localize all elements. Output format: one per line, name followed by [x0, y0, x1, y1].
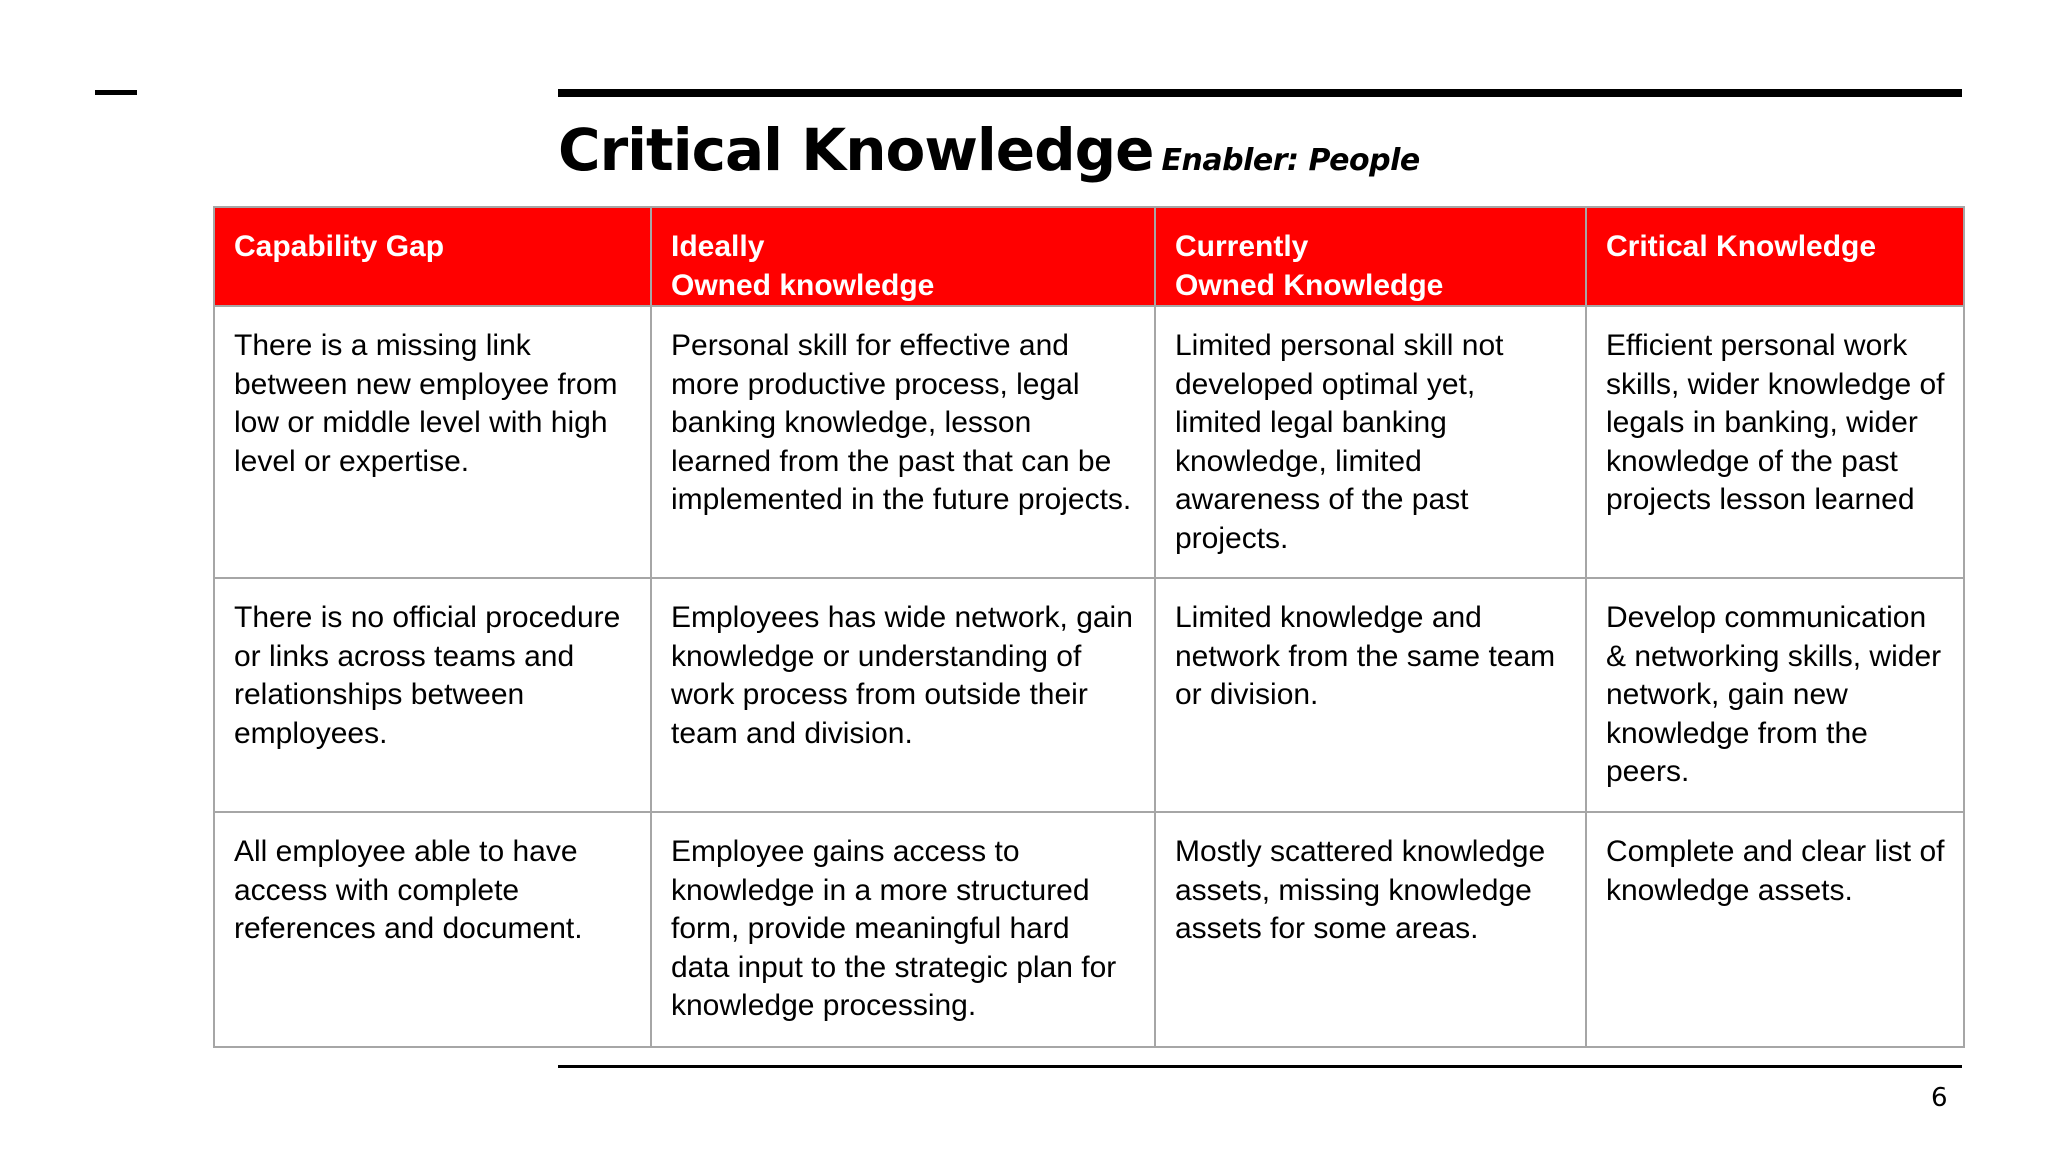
table-cell: There is no official procedure or links across teams and relationships between employees.	[214, 578, 651, 812]
table-cell: There is a missing link between new employee from low or middle level with high level or expertise.	[214, 306, 651, 578]
table-cell: Develop communication & networking skills, wider network, gain new knowledge from the peers.	[1586, 578, 1964, 812]
table-cell: Employees has wide network, gain knowledge or understanding of work process from outside their team and division.	[651, 578, 1155, 812]
header-currently-owned-knowledge: Currently Owned Knowledge	[1155, 207, 1586, 306]
title-top-rule	[558, 89, 1962, 97]
table-row	[214, 812, 1964, 1047]
table-cell: Limited knowledge and network from the same team or division.	[1155, 578, 1586, 812]
table-cell: All employee able to have access with complete references and document.	[214, 812, 651, 1047]
page-number: 6	[1931, 1083, 1948, 1113]
table-header-row	[214, 207, 1964, 306]
table-cell: Efficient personal work skills, wider knowledge of legals in banking, wider knowledge of the past projects lesson learned	[1586, 306, 1964, 578]
slide-title: Critical Knowledge	[558, 116, 1154, 184]
table-cell: Personal skill for effective and more productive process, legal banking knowledge, lesson learned from the past that can be implemented in the future projects.	[651, 306, 1155, 578]
table-cell: Complete and clear list of knowledge assets.	[1586, 812, 1964, 1047]
header-critical-knowledge: Critical Knowledge	[1586, 207, 1964, 306]
table-cell: Employee gains access to knowledge in a more structured form, provide meaningful hard data input to the strategic plan for knowledge processing.	[651, 812, 1155, 1047]
table-cell: Limited personal skill not developed optimal yet, limited legal banking knowledge, limited awareness of the past projects.	[1155, 306, 1586, 578]
table-row	[214, 578, 1964, 812]
table-row	[214, 306, 1964, 578]
critical-knowledge-table	[213, 206, 1965, 1048]
corner-dash-decoration	[95, 90, 137, 95]
table-cell: Mostly scattered knowledge assets, missing knowledge assets for some areas.	[1155, 812, 1586, 1047]
bottom-rule	[558, 1065, 1962, 1068]
header-capability-gap: Capability Gap	[214, 207, 651, 306]
header-ideally-owned-knowledge: Ideally Owned knowledge	[651, 207, 1155, 306]
title-block	[558, 110, 1420, 190]
slide-subtitle: Enabler: People	[1161, 143, 1420, 178]
